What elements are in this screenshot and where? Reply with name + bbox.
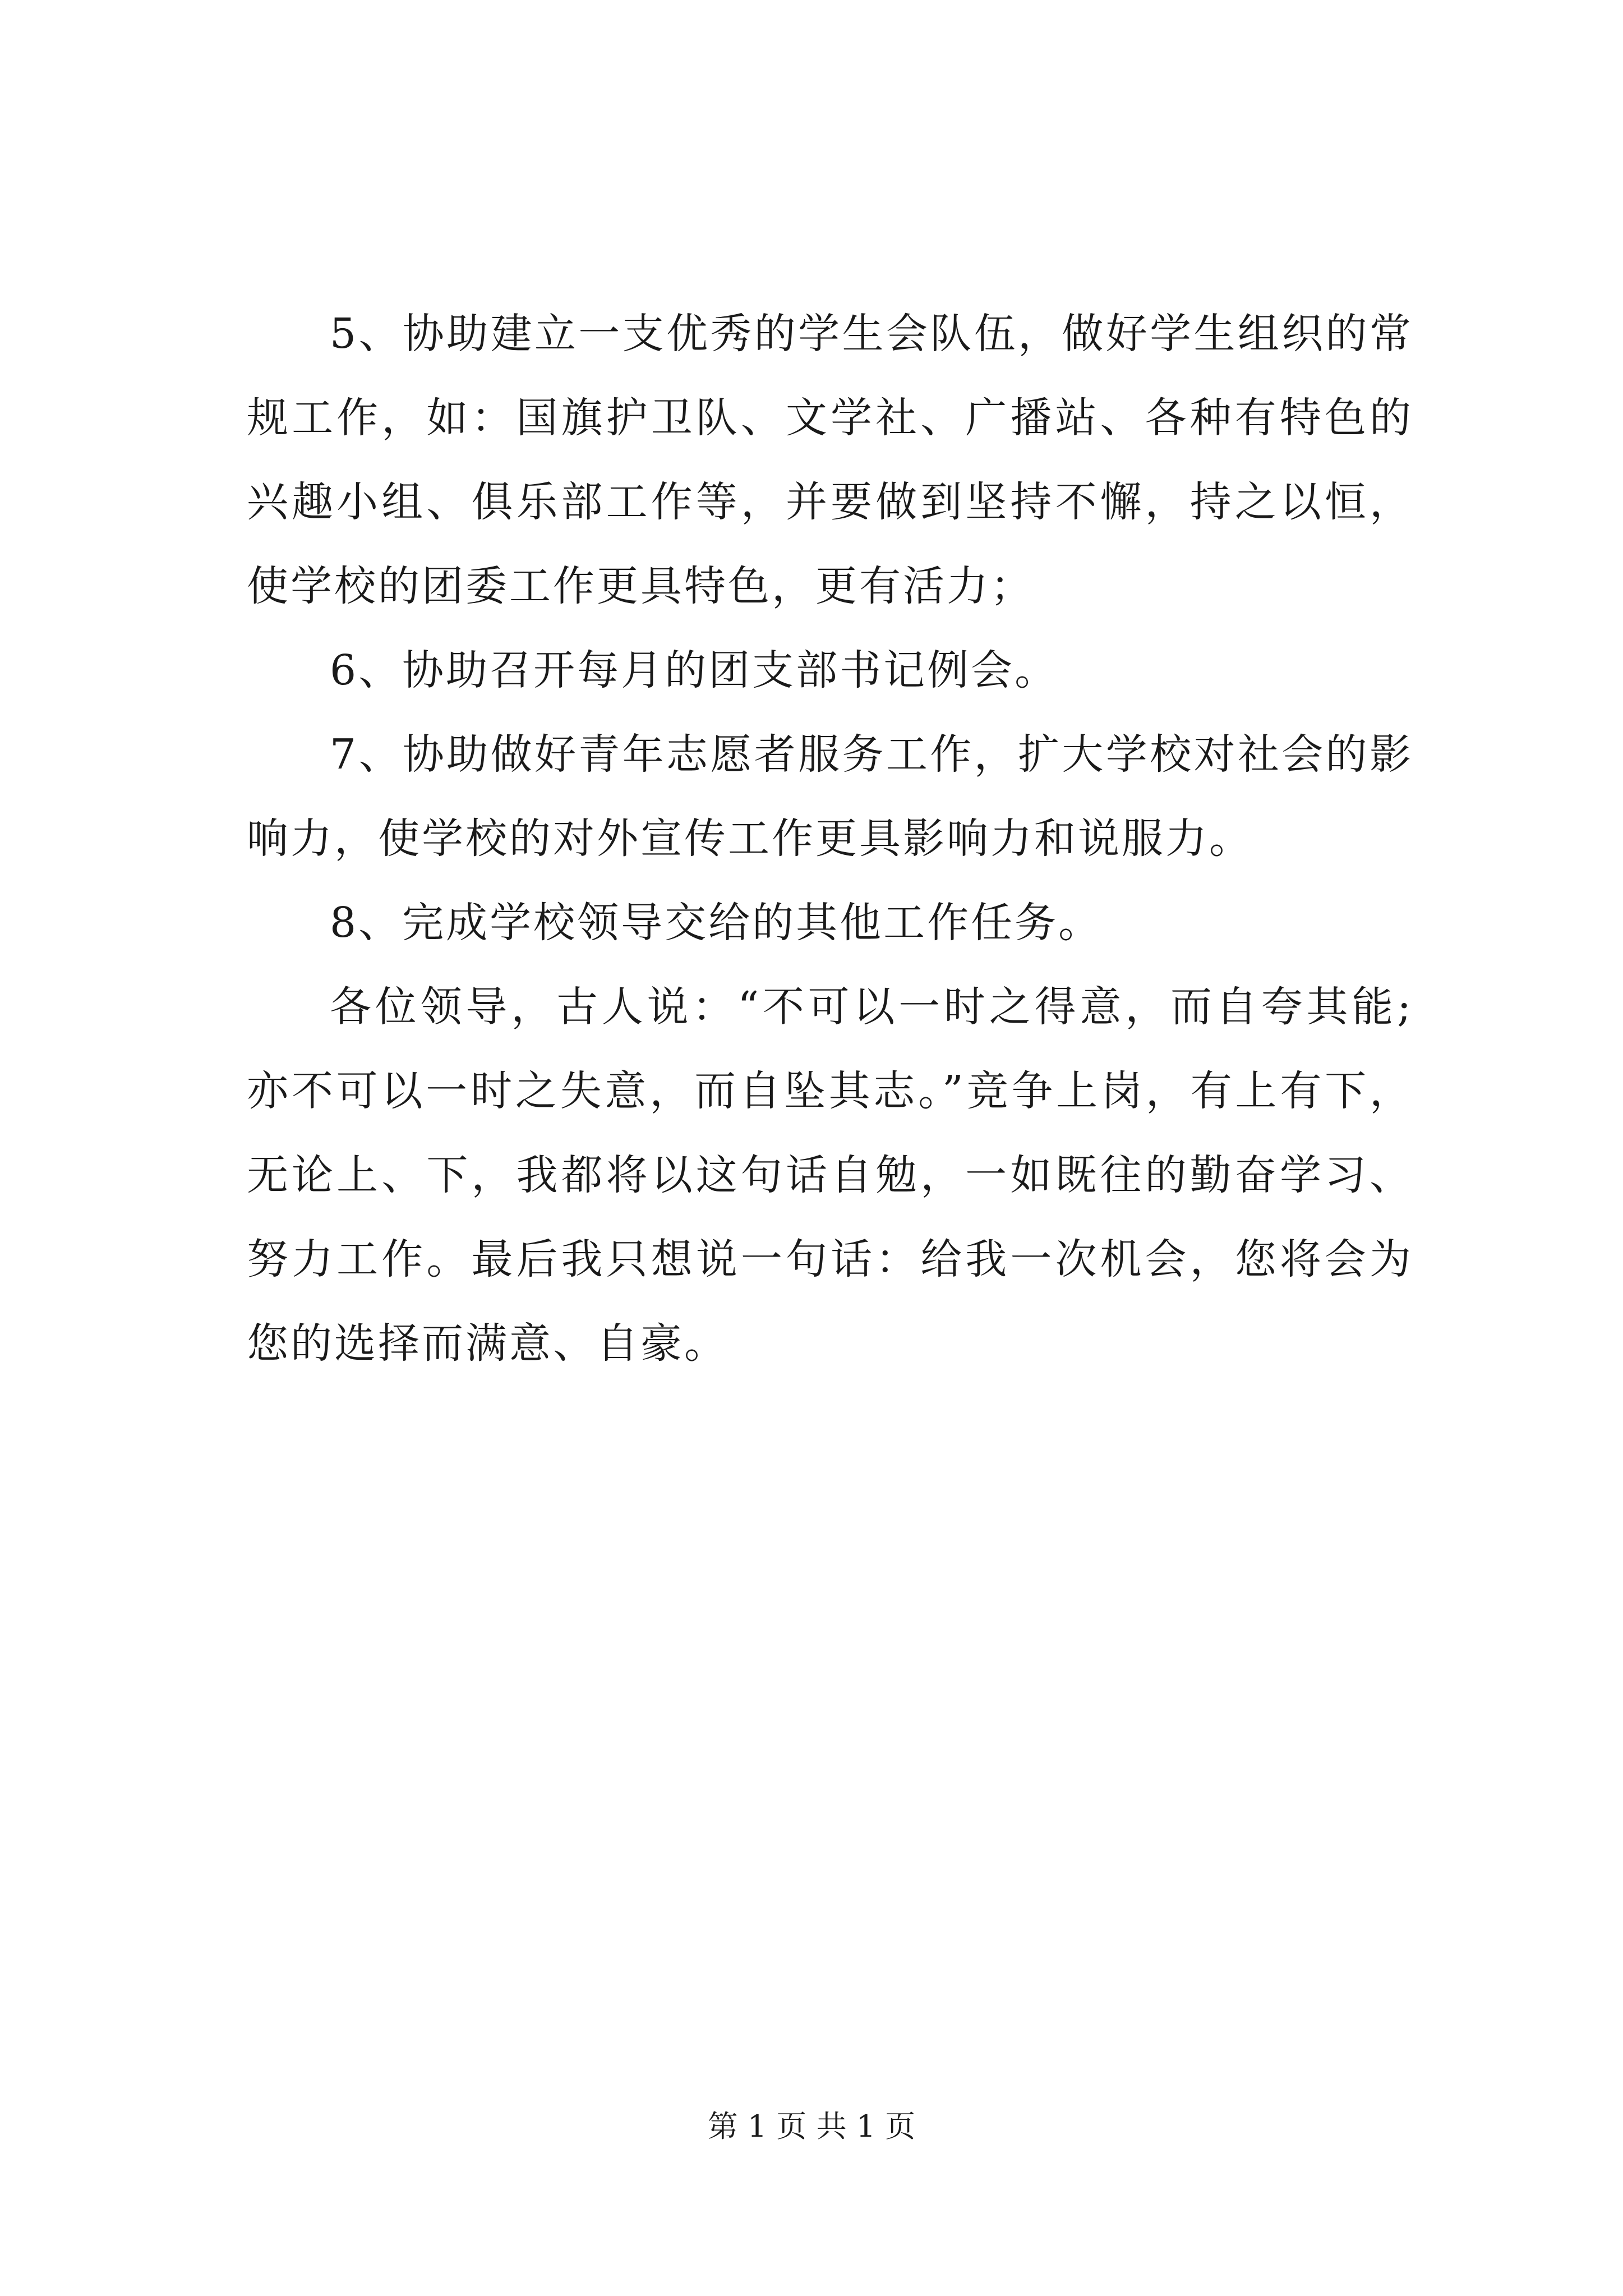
closing-paragraph: 各位领导，古人说：“不可以一时之得意，而自夸其能;亦不可以一时之失意，而自坠其志。”竞争上岗，有上有下，无论上、下，我都将以这句话自勉，一如既往的勤奋学习、努力工作。最后我只想说一句话：给我一次机会，您将会为您的选择而满意、自豪。: [247, 983, 1413, 1368]
paragraph-item-6: 6、协助召开每月的团支部书记例会。: [330, 646, 1059, 694]
paragraph-item-8: 8、完成学校领导交给的其他工作任务。: [330, 899, 1103, 947]
paragraph-item-5: 5、协助建立一支优秀的学生会队伍，做好学生组织的常规工作，如：国旗护卫队、文学社、广播站、各种有特色的兴趣小组、俱乐部工作等，并要做到坚持不懈，持之以恒，使学校的团委工作更具特色，更有活力；: [247, 310, 1413, 610]
page-number-footer: 第 1 页 共 1 页: [707, 2109, 916, 2144]
paragraph-item-7: 7、协助做好青年志愿者服务工作，扩大学校对社会的影响力，使学校的对外宣传工作更具影响力和说服力。: [247, 730, 1413, 863]
document-body: [247, 292, 1413, 1386]
